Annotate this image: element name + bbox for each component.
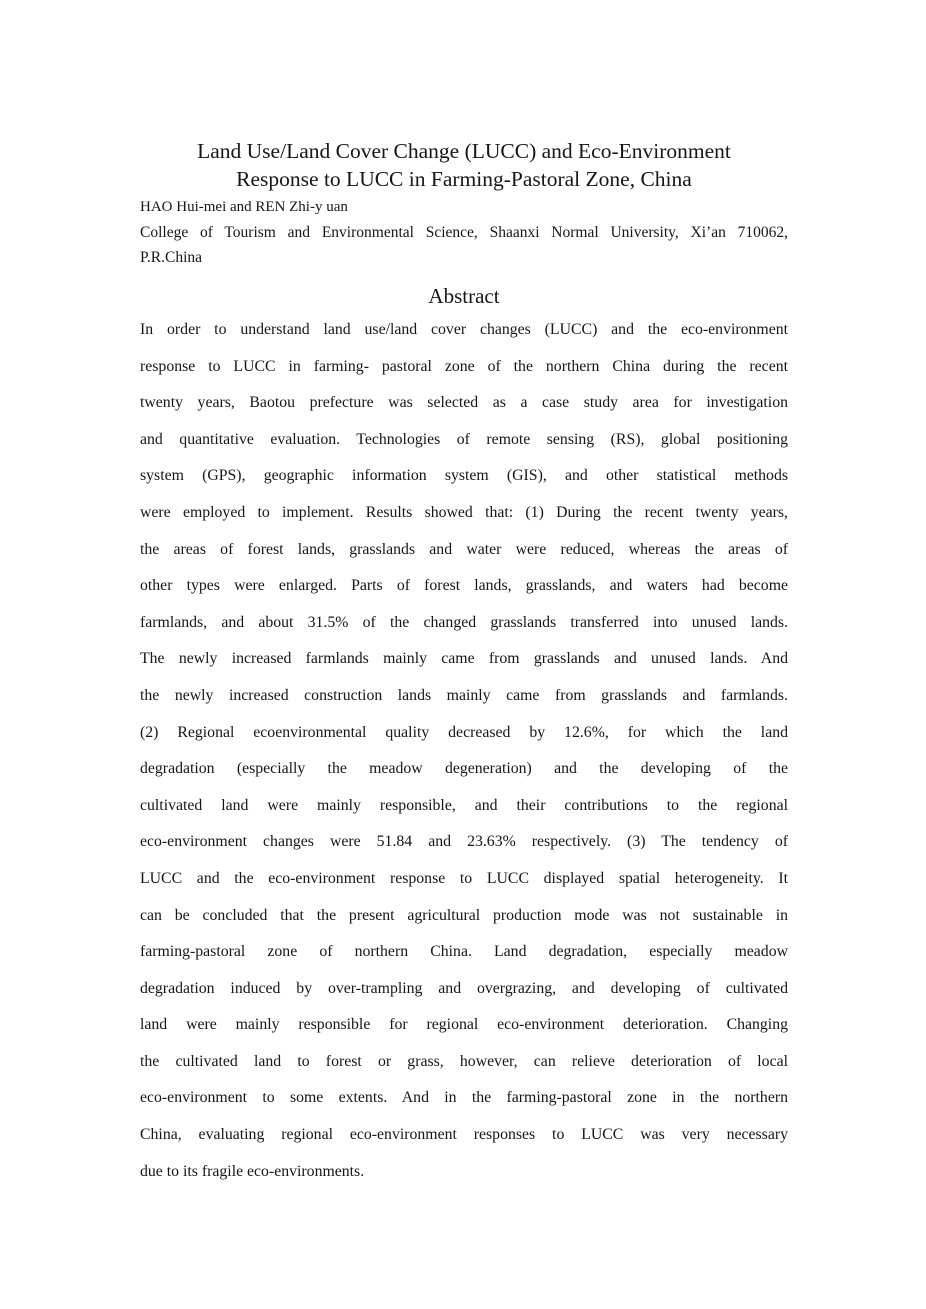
abstract-line: the cultivated land to forest or grass, however, can relieve deterioration of local — [140, 1052, 788, 1070]
abstract-line: In order to understand land use/land cover changes (LUCC) and the eco-environment — [140, 321, 788, 338]
abstract-line: eco-environment changes were 51.84 and 23.63% respectively. (3) The tendency of — [140, 833, 788, 851]
abstract-heading: Abstract — [428, 284, 500, 308]
abstract-line: cultivated land were mainly responsible, and their contributions to the regional — [140, 796, 788, 814]
abstract-line: can be concluded that the present agricultural production mode was not sustainable in — [140, 906, 788, 924]
abstract-line: due to its fragile eco-environments. — [140, 1162, 365, 1180]
abstract-paragraph — [140, 312, 788, 1190]
abstract-line: other types were enlarged. Parts of forest lands, grasslands, and waters had become — [140, 577, 788, 595]
paper-title — [140, 138, 788, 193]
abstract-line: China, evaluating regional eco-environment responses to LUCC was very necessary — [140, 1126, 788, 1144]
abstract-line: twenty years, Baotou prefecture was selected as a case study area for investigation — [140, 394, 788, 412]
abstract-line: degradation (especially the meadow degeneration) and the developing of the — [140, 760, 788, 778]
abstract-line: system (GPS), geographic information system (GIS), and other statistical methods — [140, 467, 788, 485]
abstract-line: the areas of forest lands, grasslands and water were reduced, whereas the areas of — [140, 540, 788, 558]
abstract-line: farming-pastoral zone of northern China. Land degradation, especially meadow — [140, 943, 788, 961]
abstract-line: land were mainly responsible for regional eco-environment deterioration. Changing — [140, 1016, 788, 1034]
abstract-line: degradation induced by over-trampling and overgrazing, and developing of cultivated — [140, 979, 788, 997]
document-content — [140, 0, 788, 1190]
paper-title-line-2: Response to LUCC in Farming-Pastoral Zone, China — [236, 166, 692, 191]
abstract-line: eco-environment to some extents. And in the farming-pastoral zone in the northern — [140, 1089, 788, 1107]
abstract-line: the newly increased construction lands mainly came from grasslands and farmlands. — [140, 686, 788, 704]
abstract-line: LUCC and the eco-environment response to LUCC displayed spatial heterogeneity. It — [140, 869, 788, 887]
abstract-line: The newly increased farmlands mainly came from grasslands and unused lands. And — [140, 650, 788, 668]
abstract-line: farmlands, and about 31.5% of the changed grasslands transferred into unused lands. — [140, 613, 788, 631]
affiliation-line-2: P.R.China — [140, 248, 203, 266]
affiliation — [140, 221, 788, 270]
paper-title-line-1: Land Use/Land Cover Change (LUCC) and Eco-Environment — [197, 139, 731, 163]
abstract-line: were employed to implement. Results showed that: (1) During the recent twenty years, — [140, 503, 788, 521]
abstract-line: and quantitative evaluation. Technologies of remote sensing (RS), global positioning — [140, 430, 788, 448]
affiliation-line-1: College of Tourism and Environmental Science, Shaanxi Normal University, Xi’an 710062, — [140, 224, 788, 241]
abstract-line: (2) Regional ecoenvironmental quality decreased by 12.6%, for which the land — [140, 723, 788, 741]
abstract-line: response to LUCC in farming- pastoral zone of the northern China during the recent — [140, 357, 788, 375]
authors-line: HAO Hui-mei and REN Zhi-y uan — [140, 199, 348, 215]
